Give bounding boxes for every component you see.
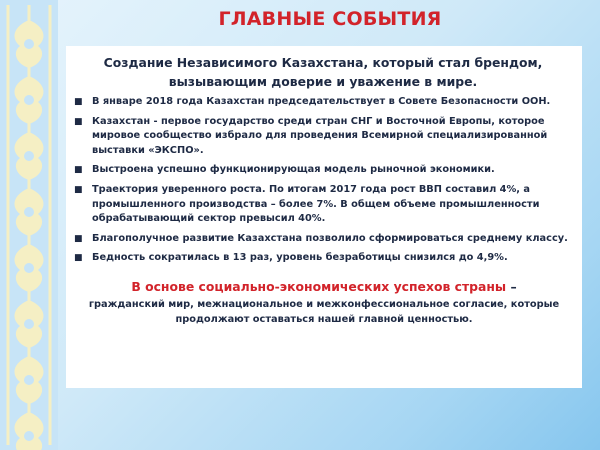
ornament-dot xyxy=(24,39,34,49)
list-item-text: Выстроена успешно функционирующая модель рыночной экономики. xyxy=(92,164,495,176)
basis-text: гражданский мир, межнациональное и межконфессиональное согласие, которые продолжают оставаться нашей главной ценностью. xyxy=(88,298,560,325)
ornament-dot xyxy=(24,431,34,441)
list-item-text: Бедность сократилась в 13 раз, уровень безработицы снизился до 4,9%. xyxy=(92,252,508,264)
list-item-text: В январе 2018 года Казахстан председательствует в Совете Безопасности ООН. xyxy=(92,96,551,107)
bullet-marker: ■ xyxy=(74,165,83,176)
bullet-marker: ■ xyxy=(74,253,83,264)
bullet-marker: ■ xyxy=(74,116,83,127)
list-item xyxy=(72,183,572,227)
ornament-dot xyxy=(24,207,34,217)
list-item-text: Благополучное развитие Казахстана позволило сформироваться среднему классу. xyxy=(92,232,568,244)
ornament-dot xyxy=(24,263,34,273)
list-item xyxy=(72,163,572,178)
ornament-dot xyxy=(24,151,34,161)
list-item xyxy=(72,232,572,247)
decorative-ornament-border xyxy=(0,0,58,450)
page-title: ГЛАВНЫЕ СОБЫТИЯ xyxy=(218,8,442,30)
content-card xyxy=(66,46,582,388)
achievements-list xyxy=(66,95,582,266)
list-item-text: Траектория уверенного роста. По итогам 2017 года рост ВВП составил 4%, а промышленного производства – более 7%. В общем объеме промышленности обрабатывающий сектор превысил 40%. xyxy=(92,183,540,225)
ornament-pattern xyxy=(0,0,58,450)
ornament-dot xyxy=(24,319,34,329)
list-item xyxy=(72,95,572,110)
list-item xyxy=(72,115,572,159)
ornament-dot xyxy=(24,95,34,105)
ornament-dot xyxy=(24,375,34,385)
bullet-marker: ■ xyxy=(74,233,83,244)
list-item-text: Казахстан - первое государство среди стран СНГ и Восточной Европы, которое мировое сообщество избрало для проведения Всемирной специализированной выставки «ЭКСПО». xyxy=(92,115,548,156)
basis-heading xyxy=(76,278,572,295)
basis-dash: – xyxy=(510,278,517,294)
bullet-marker: ■ xyxy=(74,97,83,107)
bullet-marker: ■ xyxy=(74,184,83,195)
lead-statement: Создание Независимого Казахстана, который стал брендом, вызывающим доверие и уважение в мире. xyxy=(103,55,543,89)
basis-heading-text: В основе социально-экономических успехов страны xyxy=(131,278,507,294)
list-item xyxy=(72,251,572,266)
